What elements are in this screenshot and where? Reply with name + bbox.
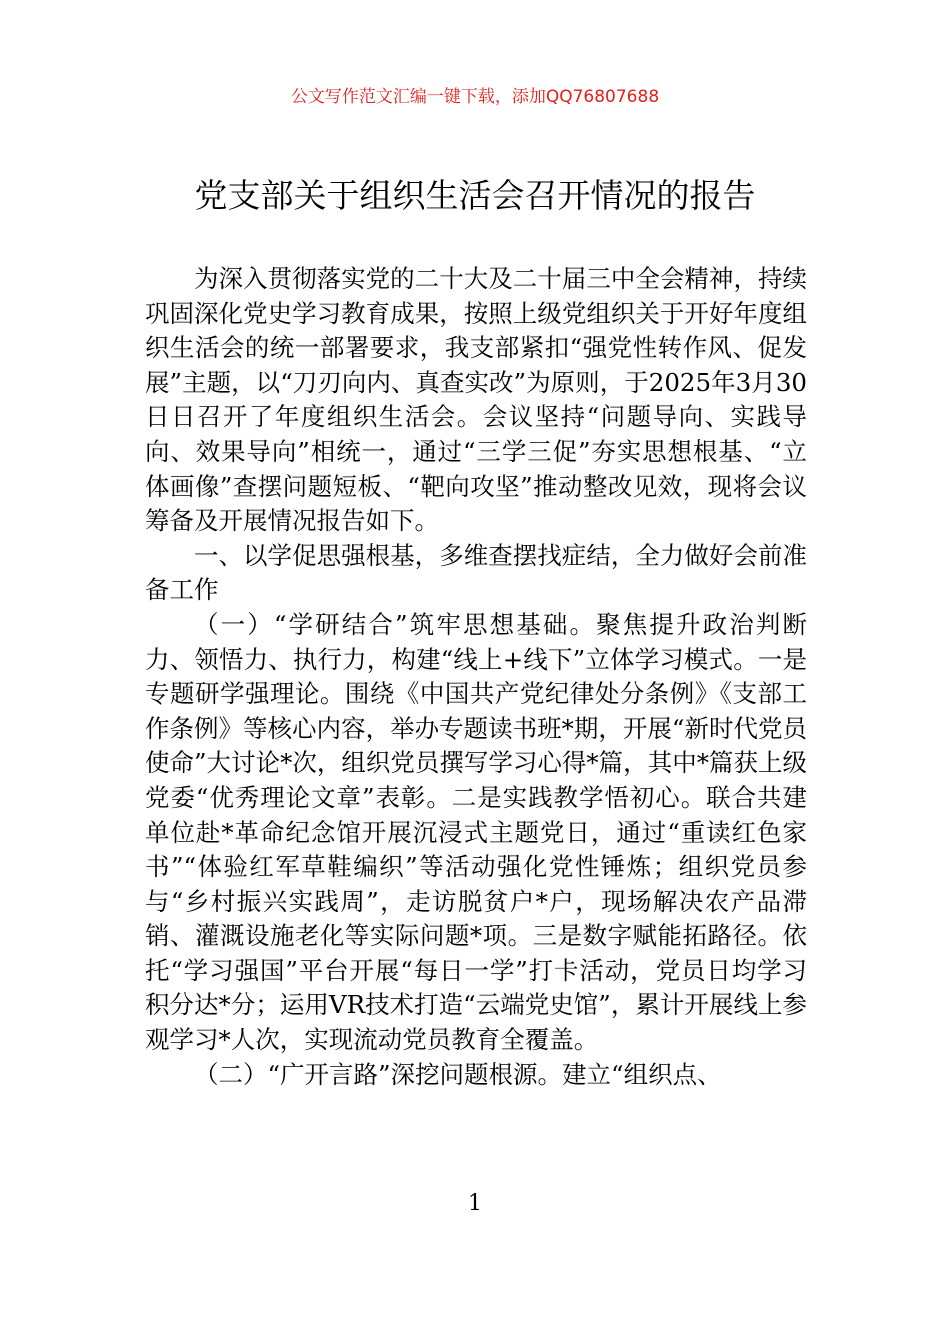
section-heading-1: 一、以学促思强根基，多维查摆找症结，全力做好会前准备工作 (145, 540, 807, 605)
page-number: 1 (468, 1191, 482, 1216)
document-title: 党支部关于组织生活会召开情况的报告 (194, 176, 756, 215)
document-body (145, 262, 807, 1092)
subsection-paragraph-1: （一）“学研结合”筑牢思想基础。聚焦提升政治判断力、领悟力、执行力，构建“线上+线下”立体学习模式。一是专题研学强理论。围绕《中国共产党纪律处分条例》《支部工作条例》等核心内容，举办专题读书班*期，开展“新时代党员使命”大讨论*次，组织党员撰写学习心得*篇，其中*篇获上级党委“优秀理论文章”表彰。二是实践教学悟初心。联合共建单位赴*革命纪念馆开展沉浸式主题党日，通过“重读红色家书”“体验红军草鞋编织”等活动强化党性锤炼；组织党员参与“乡村振兴实践周”，走访脱贫户*户，现场解决农产品滞销、灌溉设施老化等实际问题*项。三是数字赋能拓路径。依托“学习强国”平台开展“每日一学”打卡活动，党员日均学习积分达*分；运用VR技术打造“云端党史馆”，累计开展线上参观学习*人次，实现流动党员教育全覆盖。 (145, 609, 807, 1055)
intro-paragraph: 为深入贯彻落实党的二十大及二十届三中全会精神，持续巩固深化党史学习教育成果，按照上级党组织关于开好年度组织生活会的统一部署要求，我支部紧扣“强党性转作风、促发展”主题，以“刀刃向内、真查实改”为原则，于2025年3月30日日召开了年度组织生活会。会议坚持“问题导向、实践导向、效果导向”相统一，通过“三学三促”夯实思想根基、“立体画像”查摆问题短板、“靶向攻坚”推动整改见效，现将会议筹备及开展情况报告如下。 (145, 264, 807, 536)
download-notice: 公文写作范文汇编一键下载，添加QQ76807688 (290, 87, 660, 107)
subsection-paragraph-2: （二）“广开言路”深挖问题根源。建立“组织点、 (194, 1059, 722, 1089)
